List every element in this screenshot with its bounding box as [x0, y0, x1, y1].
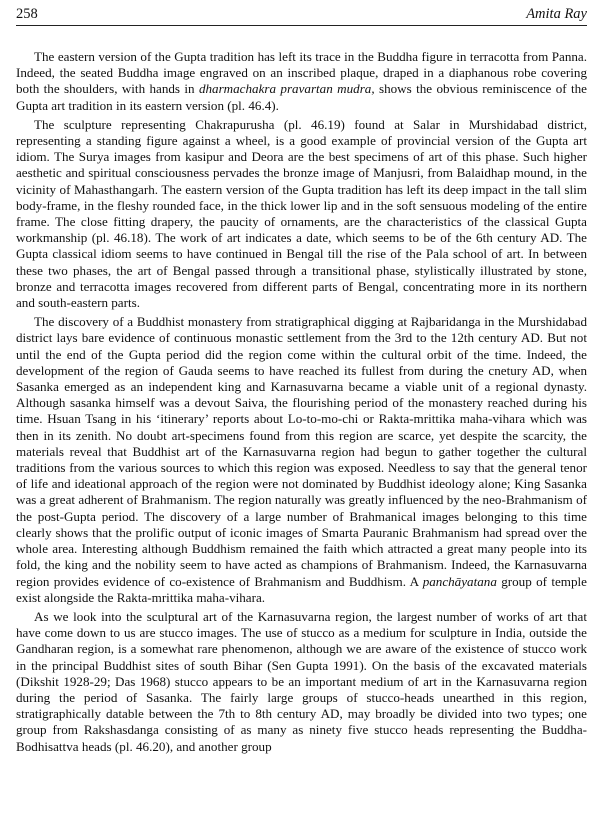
running-header	[16, 6, 587, 26]
paragraph-text: The discovery of a Buddhist monastery from stratigraphical digging at Rajbaridanga in the Murshidabad district lays bare evidence of continuous monastic settlement from the 3rd to the 12th century AD. But not until the end of the Gupta period did the region come within the cultural orbit of the time. Indeed, the development of the region of Gauda seems to have reached its fullest from during the cnetury AD, when Sasanka emerged as an independent king and Karnasuvarna became a viable unit of a regional dynasty. Although sasanka himself was a devout Saiva, the flourishing period of the monastery reached during his time. Hsuan Tsang in his ‘itinerary’ reports about Lo-to-mo-chi or Rakta-mrittika maha-vihara which was then in its zenith. No doubt art-specimens found from this region are scarce, yet despite the scarcity, the materials reveal that Buddhist art of the Karnasuvarna region had begun to gather together the cultural traditions from the various sources to which this region was exposed. Needless to say that the general tenor of life and ideational approach of the region were not dominated by Buddhist ideology alone; King Sasanka was a great adherent of Brahmanism. The region naturally was greatly influenced by the neo-Brahmanism of the post-Gupta period. The discovery of a large number of Brahmanical images belonging to this time clearly shows that the prolific output of iconic images of Smarta Pauranic Brahmanism had spread over the whole area. Interesting although Buddhism remained the faith which attracted a great many people into its fold, the king and the nobility seem to have acted as champions of Brahmanism. Indeed, the Karnasuvarna region provides evidence of co-existence of Brahmanism and Buddhism. A	[16, 314, 587, 589]
page-number: 258	[16, 6, 38, 22]
body-text	[16, 49, 587, 755]
paragraph-text: The eastern version of the Gupta tradition has left its trace in the Buddha figure in terracotta from Panna. Indeed, the seated Buddha image engraved on an inscribed plaque, draped in a diaphanous robe covering both the shoulders, with hands in	[16, 49, 587, 97]
paragraph	[16, 314, 587, 606]
paragraph-text: The sculpture representing Chakrapurusha (pl. 46.19) found at Salar in Murshidabad district, representing a standing figure against a wheel, is a good example of provincial version of the Gupta art idiom. The Surya images from kasipur and Deora are the best specimens of art of this phase. Such higher aesthetic and spiritual consciousness pervades the bronze image of Manjusri, from Balaidhap mound, in the vicinity of Mahasthangarh. The eastern version of the Gupta tradition has left its deep impact in the tall slim body-frame, in the fleshy rounded face, in the thick lower lip and in the soft sensuous modeling of the entire frame. The close fitting drapery, the paucity of ornaments, are the characteristics of the classical Gupta workmanship (pl. 46.18). The work of art indicates a date, which seems to be of the 6th century AD. The Gupta classical idiom seems to have continued in Bengal till the rise of the Pala school of art. In between these two phases, the art of Bengal passed through a transitional phase, stylistically illustrated by stone, bronze and terracotta images recovered from different parts of Bengal, concentrating more in its northern and south-eastern parts.	[16, 116, 587, 311]
paragraph	[16, 609, 587, 755]
italic-term: panchāyatana	[422, 573, 497, 589]
paragraph-text: group of temple exist alongside the Rakta-mrittika maha-vihara.	[16, 573, 587, 605]
paragraph	[16, 49, 587, 114]
paragraph	[16, 117, 587, 311]
paragraph-text: As we look into the sculptural art of the Karnasuvarna region, the largest number of works of art that have come down to us are stucco images. The use of stucco as a medium for sculpture in India, outside the Gandharan region, is a somewhat rare phenomenon, although we are aware of the existence of stucco work in the principal Buddhist sites of south Bihar (Sen Gupta 1991). On the basis of the excavated materials (Dikshit 1928-29; Das 1968) stucco appears to be an important medium of art in the Karnasuvarna region during the period of Sasanka. The fairly large groups of stucco-heads unearthed in this region, stratigraphically datable between the 7th to 8th century AD, may broadly be divided into two types; one group from Rakshasdanga consisting of as many as ninety five stucco heads representing the Buddha-Bodhisattva heads (pl. 46.20), and another group	[16, 608, 587, 754]
italic-term: dharmachakra pravartan mudra,	[198, 81, 375, 97]
paragraph-text: shows the obvious reminiscence of the Gupta art tradition in its eastern version (pl. 46.4).	[16, 81, 587, 113]
running-header-author: Amita Ray	[526, 6, 587, 22]
